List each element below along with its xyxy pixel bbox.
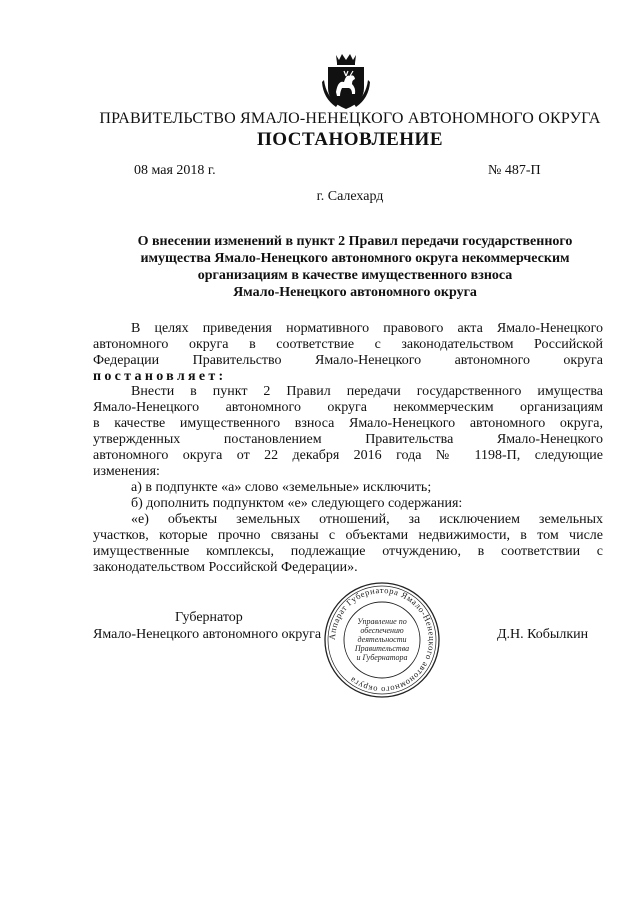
seal-ring-text: Аппарат Губернатора Ямало-Ненецкого автономного округа	[326, 584, 438, 696]
seal-center-line: Управление по	[357, 617, 407, 626]
seal-center-line: и Губернатора	[356, 653, 408, 662]
signatory-organization: Ямало-Ненецкого автономного округа	[93, 627, 322, 642]
document-number: № 487-П	[488, 163, 541, 178]
operative-line: Ямало-Ненецкого автономного округа некоммерческим организациям	[93, 400, 603, 415]
change-item-a: а) в подпункте «а» слово «земельные» исключить;	[131, 480, 432, 495]
government-title: ПРАВИТЕЛЬСТВО ЯМАЛО-НЕНЕЦКОГО АВТОНОМНОГО ОКРУГА	[99, 110, 601, 127]
preamble-line: В целях приведения нормативного правового акта Ямало-Ненецкого	[131, 321, 603, 336]
document-city: г. Салехард	[316, 189, 384, 204]
yamal-coat-of-arms-icon	[322, 52, 370, 112]
document-heading	[95, 233, 615, 301]
signatory-position: Губернатор	[175, 610, 243, 625]
preamble-paragraph	[93, 321, 603, 385]
heading-line: О внесении изменений в пункт 2 Правил передачи государственного	[137, 234, 573, 249]
seal-center-line: обеспечению	[360, 626, 404, 635]
signatory-name: Д.Н. Кобылкин	[497, 627, 589, 642]
preamble-line: Федерации Правительство Ямало-Ненецкого автономного округа	[93, 353, 603, 368]
quote-line: имущественные комплексы, подлежащие отчуждению, в соответствии с	[93, 544, 603, 559]
resolves-word: постановляет:	[93, 369, 227, 384]
seal-center-line: Правительства	[354, 644, 410, 653]
document-kind: ПОСТАНОВЛЕНИЕ	[256, 129, 444, 150]
operative-line: утвержденных постановлением Правительства Ямало-Ненецкого	[93, 432, 603, 447]
quote-line: «е) объекты земельных отношений, за исключением земельных	[131, 512, 603, 527]
preamble-line: автономного округа в соответствие с законодательством Российской	[93, 337, 603, 352]
operative-line: изменения:	[93, 464, 160, 479]
operative-line: автономного округа от 22 декабря 2016 года № 1198-П, следующие	[93, 448, 603, 463]
change-item-b: б) дополнить подпунктом «е» следующего содержания:	[131, 496, 463, 511]
seal-center-line: деятельности	[357, 635, 407, 644]
official-seal-icon	[322, 580, 442, 700]
quote-line: участков, которые прочно связаны с объектами недвижимости, в том числе	[93, 528, 603, 543]
heading-line: имущества Ямало-Ненецкого автономного округа некоммерческим	[140, 251, 570, 266]
operative-paragraph	[93, 384, 603, 576]
quote-line: законодательством Российской Федерации».	[93, 560, 358, 575]
operative-line: в качестве имущественного взноса Ямало-Ненецкого автономного округа,	[93, 416, 603, 431]
heading-line: Ямало-Ненецкого автономного округа	[233, 285, 477, 300]
heading-line: организациям в качестве имущественного взноса	[197, 268, 513, 283]
operative-line: Внести в пункт 2 Правил передачи государственного имущества	[131, 384, 603, 399]
document-date: 08 мая 2018 г.	[134, 163, 216, 178]
